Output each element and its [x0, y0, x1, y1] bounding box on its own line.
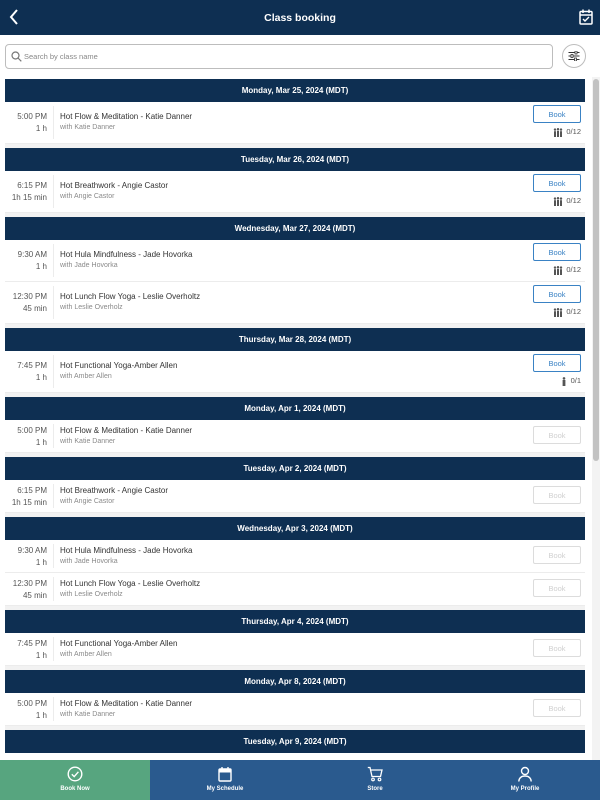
day-header: Thursday, Apr 4, 2024 (MDT) — [5, 610, 585, 633]
divider — [53, 637, 54, 661]
bottom-tab-bar — [0, 760, 600, 800]
class-row — [5, 351, 585, 393]
class-instructor: with Jade Hovorka — [60, 262, 118, 269]
check-circle-icon — [67, 766, 83, 782]
divider — [53, 106, 54, 139]
scrollbar-thumb[interactable] — [593, 79, 599, 461]
day-header: Tuesday, Apr 9, 2024 (MDT) — [5, 730, 585, 753]
divider — [53, 244, 54, 277]
class-row — [5, 171, 585, 213]
search-input[interactable] — [24, 45, 544, 68]
capacity-count: 0/12 — [566, 127, 581, 136]
class-row — [5, 420, 585, 453]
book-button[interactable]: Book — [533, 243, 581, 261]
back-button[interactable] — [6, 7, 22, 27]
class-row — [5, 693, 585, 726]
day-header: Thursday, Mar 28, 2024 (MDT) — [5, 328, 585, 351]
filter-button[interactable] — [562, 44, 586, 68]
book-button-disabled[interactable]: Book — [533, 579, 581, 597]
day-header: Tuesday, Apr 2, 2024 (MDT) — [5, 457, 585, 480]
search-box — [5, 44, 553, 69]
class-instructor: with Amber Allen — [60, 651, 112, 658]
page-title: Class booking — [264, 11, 336, 24]
book-button[interactable]: Book — [533, 285, 581, 303]
class-instructor: with Angie Castor — [60, 193, 115, 200]
divider — [53, 286, 54, 319]
scrollbar[interactable] — [592, 77, 600, 760]
chevron-left-icon — [9, 9, 19, 25]
book-button-disabled[interactable]: Book — [533, 486, 581, 504]
class-time: 7:45 PM 1 h — [5, 638, 47, 662]
class-time: 5:00 PM 1 h — [5, 698, 47, 722]
tab-label: Book Now — [60, 786, 90, 792]
class-name[interactable]: Hot Lunch Flow Yoga - Leslie Overholtz — [60, 579, 201, 588]
divider — [53, 355, 54, 388]
class-instructor: with Katie Danner — [60, 124, 116, 131]
day-header: Monday, Apr 1, 2024 (MDT) — [5, 397, 585, 420]
book-button[interactable]: Book — [533, 174, 581, 192]
tab-book-now[interactable] — [0, 760, 150, 800]
class-list — [5, 79, 585, 760]
class-name[interactable]: Hot Hula Mindfulness - Jade Hovorka — [60, 546, 193, 555]
class-duration: 45 min — [22, 591, 47, 600]
class-row — [5, 282, 585, 324]
class-name[interactable]: Hot Functional Yoga-Amber Allen — [60, 639, 178, 648]
class-duration: 1 h — [35, 124, 47, 133]
divider — [53, 424, 54, 448]
cart-icon — [367, 766, 383, 782]
calendar-check-icon — [579, 9, 593, 25]
class-name[interactable]: Hot Flow & Meditation - Katie Danner — [60, 426, 193, 435]
class-duration: 1 h — [35, 373, 47, 382]
sliders-icon — [568, 51, 580, 61]
class-instructor: with Amber Allen — [60, 373, 112, 380]
day-header: Tuesday, Mar 26, 2024 (MDT) — [5, 148, 585, 171]
class-row — [5, 480, 585, 513]
top-app-bar — [0, 0, 600, 35]
class-time: 6:15 PM 1h 15 min — [5, 485, 47, 509]
capacity — [560, 376, 581, 386]
day-header: Monday, Mar 25, 2024 (MDT) — [5, 79, 585, 102]
class-duration: 1 h — [35, 438, 47, 447]
class-time: 5:00 PM 1 h — [5, 111, 47, 135]
class-time: 9:30 AM 1 h — [5, 249, 47, 273]
day-header: Monday, Apr 8, 2024 (MDT) — [5, 670, 585, 693]
class-duration: 1 h — [35, 558, 47, 567]
search-icon — [11, 51, 22, 62]
class-duration: 1h 15 min — [11, 193, 47, 202]
tab-my-profile[interactable] — [450, 760, 600, 800]
tab-label: My Schedule — [206, 786, 244, 792]
class-duration: 1 h — [35, 651, 47, 660]
user-icon — [517, 766, 533, 782]
day-header: Wednesday, Mar 27, 2024 (MDT) — [5, 217, 585, 240]
class-time: 9:30 AM 1 h — [5, 545, 47, 569]
class-name[interactable]: Hot Functional Yoga-Amber Allen — [60, 361, 178, 370]
people-icon — [553, 308, 563, 317]
tab-store[interactable] — [300, 760, 450, 800]
capacity — [553, 265, 581, 275]
book-button-disabled[interactable]: Book — [533, 639, 581, 657]
class-row — [5, 102, 585, 144]
people-icon — [553, 128, 563, 137]
divider — [53, 484, 54, 508]
divider — [53, 544, 54, 568]
book-button[interactable]: Book — [533, 105, 581, 123]
calendar-icon — [217, 766, 233, 782]
person-icon — [560, 377, 568, 386]
class-row — [5, 240, 585, 282]
class-row — [5, 633, 585, 666]
class-name[interactable]: Hot Hula Mindfulness - Jade Hovorka — [60, 250, 193, 259]
class-name[interactable]: Hot Flow & Meditation - Katie Danner — [60, 112, 193, 121]
class-instructor: with Leslie Overholz — [60, 591, 123, 598]
class-name[interactable]: Hot Breathwork - Angie Castor — [60, 486, 169, 495]
capacity-count: 0/12 — [566, 196, 581, 205]
class-duration: 45 min — [22, 304, 47, 313]
capacity — [553, 196, 581, 206]
class-time: 12:30 PM 45 min — [5, 291, 47, 315]
class-instructor: with Angie Castor — [60, 498, 115, 505]
divider — [53, 175, 54, 208]
calendar-button[interactable] — [579, 9, 593, 25]
tab-label: My Profile — [510, 786, 540, 792]
divider — [53, 577, 54, 601]
class-time: 5:00 PM 1 h — [5, 425, 47, 449]
divider — [53, 697, 54, 721]
tab-my-schedule[interactable] — [150, 760, 300, 800]
people-icon — [553, 266, 563, 275]
class-time: 7:45 PM 1 h — [5, 360, 47, 384]
day-header: Wednesday, Apr 3, 2024 (MDT) — [5, 517, 585, 540]
class-time: 6:15 PM 1h 15 min — [5, 180, 47, 204]
class-name[interactable]: Hot Flow & Meditation - Katie Danner — [60, 699, 193, 708]
capacity — [553, 307, 581, 317]
class-instructor: with Katie Danner — [60, 711, 116, 718]
capacity-count: 0/12 — [566, 265, 581, 274]
class-duration: 1 h — [35, 262, 47, 271]
book-button-disabled[interactable]: Book — [533, 699, 581, 717]
tab-label: Store — [367, 786, 383, 792]
class-instructor: with Leslie Overholz — [60, 304, 123, 311]
class-name[interactable]: Hot Lunch Flow Yoga - Leslie Overholtz — [60, 292, 201, 301]
book-button-disabled[interactable]: Book — [533, 426, 581, 444]
capacity-count: 0/12 — [566, 307, 581, 316]
class-name[interactable]: Hot Breathwork - Angie Castor — [60, 181, 169, 190]
class-instructor: with Katie Danner — [60, 438, 116, 445]
class-duration: 1 h — [35, 711, 47, 720]
class-row — [5, 573, 585, 606]
capacity-count: 0/1 — [570, 376, 581, 385]
book-button-disabled[interactable]: Book — [533, 546, 581, 564]
capacity — [553, 127, 581, 137]
class-instructor: with Jade Hovorka — [60, 558, 118, 565]
book-button[interactable]: Book — [533, 354, 581, 372]
class-time: 12:30 PM 45 min — [5, 578, 47, 602]
people-icon — [553, 197, 563, 206]
class-duration: 1h 15 min — [11, 498, 47, 507]
search-row — [0, 35, 592, 77]
class-row — [5, 540, 585, 573]
